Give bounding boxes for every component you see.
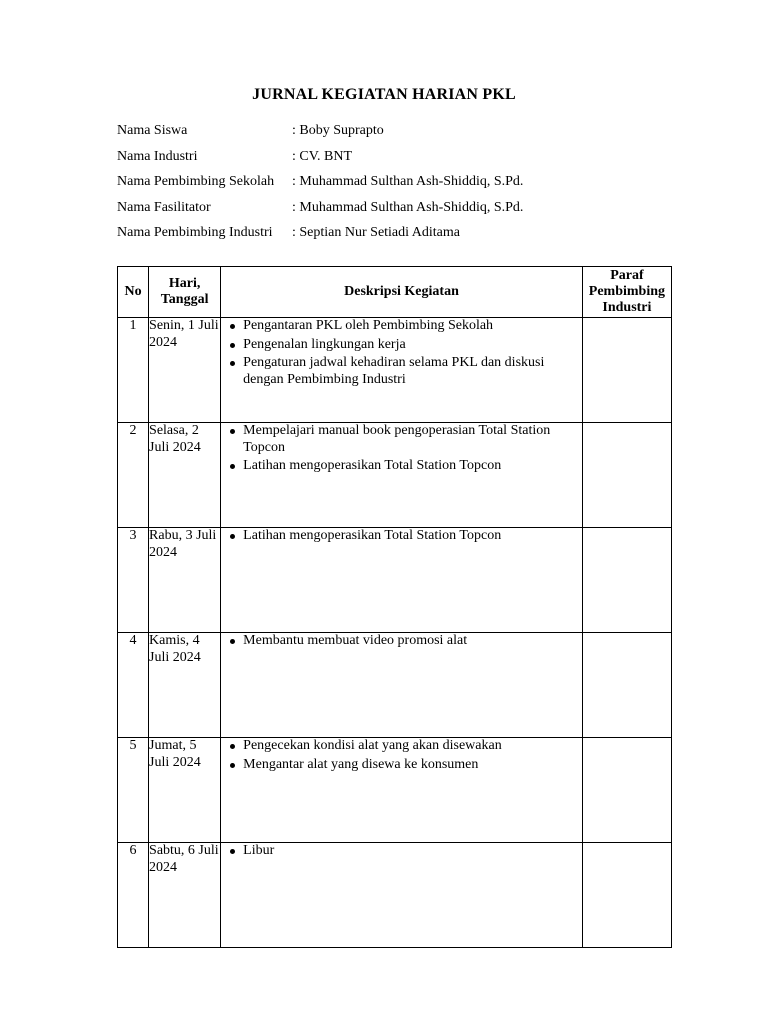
row-signature-cell [582,843,671,948]
row-signature-cell [582,738,671,843]
row-number: 2 [118,423,149,528]
table-row [118,423,672,528]
info-label: Nama Pembimbing Industri [117,225,273,240]
row-activity-description [221,738,583,843]
info-value: : CV. BNT [292,147,352,173]
activity-list [221,633,582,650]
info-row-school-supervisor [117,172,523,198]
row-activity-description [221,633,583,738]
info-value: : Muhammad Sulthan Ash-Shiddiq, S.Pd. [292,198,523,224]
row-signature-cell [582,528,671,633]
student-info [117,121,523,249]
info-value: : Septian Nur Setiadi Aditama [292,223,460,249]
row-day-date: Jumat, 5 Juli 2024 [149,738,221,843]
row-activity-description [221,423,583,528]
header-day-date: Hari, Tanggal [149,267,221,318]
row-activity-description [221,528,583,633]
row-activity-description [221,318,583,423]
activity-list-item: Mempelajari manual book pengoperasian Total Station Topcon [221,423,582,456]
activity-journal-table [117,266,672,948]
info-row-facilitator [117,198,523,224]
row-day-date: Selasa, 2 Juli 2024 [149,423,221,528]
info-value: : Muhammad Sulthan Ash-Shiddiq, S.Pd. [292,172,523,198]
table-header-row [118,267,672,318]
info-label: Nama Pembimbing Sekolah [117,174,275,189]
row-number: 5 [118,738,149,843]
activity-list [221,423,582,475]
info-label: Nama Fasilitator [117,199,211,215]
header-activity-description: Deskripsi Kegiatan [221,267,583,318]
activity-list-item: Mengantar alat yang disewa ke konsumen [221,757,582,774]
table-row [118,318,672,423]
row-day-date: Kamis, 4 Juli 2024 [149,633,221,738]
page-title: JURNAL KEGIATAN HARIAN PKL [252,86,516,103]
info-row-industry-supervisor [117,223,523,249]
row-number: 4 [118,633,149,738]
row-day-date: Senin, 1 Juli 2024 [149,318,221,423]
row-number: 6 [118,843,149,948]
table-row [118,738,672,843]
activity-list-item: Pengantaran PKL oleh Pembimbing Sekolah [221,318,582,335]
info-label: Nama Siswa [117,123,188,138]
info-row-industry-name [117,147,523,173]
row-signature-cell [582,423,671,528]
activity-list-item: Pengecekan kondisi alat yang akan disewakan [221,738,582,755]
row-activity-description [221,843,583,948]
activity-list-item: Latihan mengoperasikan Total Station Topcon [221,528,582,545]
row-signature-cell [582,318,671,423]
activity-list-item: Libur [221,843,582,860]
activity-list-item: Pengenalan lingkungan kerja [221,337,582,354]
row-day-date: Sabtu, 6 Juli 2024 [149,843,221,948]
info-row-student-name [117,121,523,147]
table-row [118,528,672,633]
info-label: Nama Industri [117,148,198,164]
info-value: : Boby Suprapto [292,121,384,147]
activity-list-item: Pengaturan jadwal kehadiran selama PKL dan diskusi dengan Pembimbing Industri [221,355,582,388]
row-signature-cell [582,633,671,738]
activity-list [221,738,582,773]
activity-list [221,528,582,545]
table-body [118,318,672,948]
header-no: No [118,267,149,318]
table-row [118,633,672,738]
table-row [118,843,672,948]
header-supervisor-signature: Paraf Pembimbing Industri [582,267,671,318]
row-number: 1 [118,318,149,423]
activity-list [221,843,582,860]
activity-list-item: Latihan mengoperasikan Total Station Topcon [221,458,582,475]
activity-list-item: Membantu membuat video promosi alat [221,633,582,650]
activity-list [221,318,582,388]
row-day-date: Rabu, 3 Juli 2024 [149,528,221,633]
row-number: 3 [118,528,149,633]
